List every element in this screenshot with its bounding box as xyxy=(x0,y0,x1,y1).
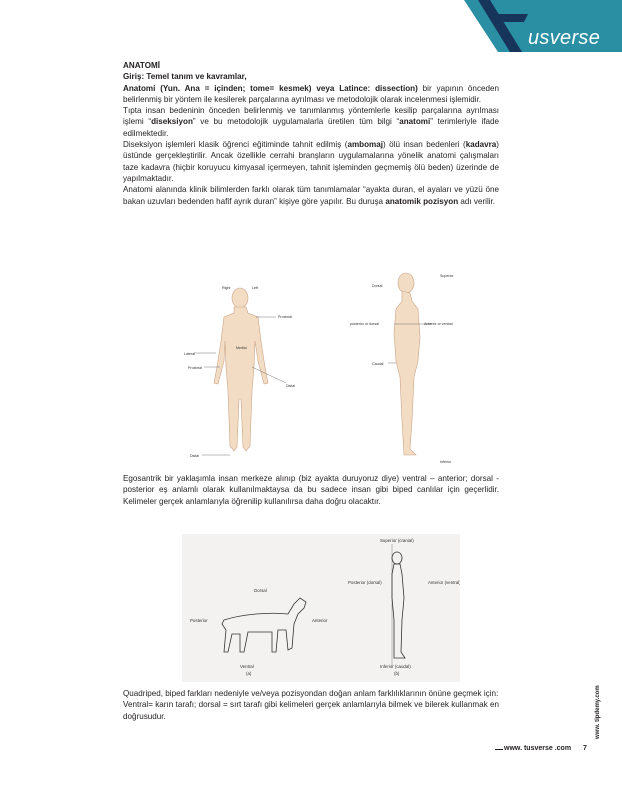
label-lateral: Lateral xyxy=(184,352,195,356)
paragraph-1: Anatomi (Yun. Ana = içinden; tome= kesmek) veya Latince: dissection) bir yapının önceden belirlenmiş bir yöntem ile kesilerek parçalarına ayrılması ve metodolojik olarak incelenmesi işlemidir. xyxy=(123,83,499,104)
label-left: Left xyxy=(252,286,258,290)
fig2-label-superior: Superior (cranial) xyxy=(380,538,414,543)
label-medial: Medial xyxy=(236,346,247,350)
label-superior: Superior xyxy=(440,274,454,278)
logo-text: usverse xyxy=(528,27,601,49)
footer-url: www. tusverse .com xyxy=(504,745,572,752)
label-caudal: Caudal xyxy=(372,362,384,366)
paragraph-3: Diseksiyon işlemleri klasik öğrenci eğitiminde tahnit edilmiş (ambomaj) ölü insan bedenleri (kadavra) üstünde gerçekleştirilir. Ancak özellikle cerrahi branşların uygulamalarına yönelik anatomi çalışmaları taze kadavra (hiçbir koruyucu kimyasal içermeyen, tahnit işleminden geçmemiş ölü beden) üzerinde de yapılmaktadır. xyxy=(123,140,499,183)
paragraph-4: Anatomi alanında klinik bilimlerden farklı olarak tüm tanımlamalar “ayakta duran, el ayaları ve yüzü öne bakan uzuvları bedenden hafif ayrık duran” kişiye göre yapılır. Bu duruşa anatomik pozisyon adı verilir. xyxy=(123,185,499,206)
paragraph-5-block xyxy=(123,473,499,507)
label-right: Right xyxy=(222,286,231,290)
footer-divider xyxy=(495,749,503,750)
fig2-label-anterior: Anterior xyxy=(312,618,328,623)
page-number: 7 xyxy=(583,745,587,752)
paragraph-7: Ventral= karın tarafı; dorsal = sırt tarafı gibi kelimeleri gerçek anlamlarıyla bilmek ve bilerek kullanmak en doğrusudur. xyxy=(123,700,499,721)
section-subtitle: Giriş: Temel tanım ve kavramlar, xyxy=(123,72,247,82)
fig2-label-b: (b) xyxy=(394,671,400,676)
quadruped-biped-figure xyxy=(182,534,460,682)
label-proximal: Proximal xyxy=(188,366,202,370)
fig2-label-anterior-ventral: Anterior (ventral) xyxy=(428,580,460,585)
label-distal: Distal xyxy=(190,454,199,458)
fig2-label-posterior-dorsal: Posterior (dorsal) xyxy=(348,580,382,585)
main-text xyxy=(123,60,499,207)
label-posterior: posterior or dorsal xyxy=(350,322,379,326)
label-distal-mid: Distal xyxy=(286,384,295,388)
paragraph-5: Egosantrik bir yaklaşımla insan merkeze alınıp (biz ayakta duruyoruz diye) ventral – anterior; dorsal - posterior eş anlamlı olarak kullanılmaktaysa da bu sadece insan gibi biped canlılar için geçerlidir. Kelimeler gerçek anlamlarıyla öğrenilip kullanılırsa daha doğru olacaktır. xyxy=(123,474,499,506)
label-dorsal: Dorsal xyxy=(372,284,383,288)
fig2-label-dorsal: Dorsal xyxy=(254,588,267,593)
fig2-label-ventral: Ventral xyxy=(240,664,254,669)
anatomical-position-figure xyxy=(182,271,468,467)
bottom-text xyxy=(123,688,499,722)
fig2-label-a: (a) xyxy=(246,671,252,676)
section-title: ANATOMİ xyxy=(123,61,161,70)
fig2-label-inferior: Inferior (caudal) xyxy=(380,664,411,669)
paragraph-2: Tıpta insan bedeninin önceden belirlenmiş ve tanımlanmış yöntemlerle kesilip parçalarına ayrılması işlemi “diseksiyon” ve bu metodolojik uygulamalarla üretilen tüm bilgi “anatomi” terimleriyle ifade edilmektedir. xyxy=(123,106,499,138)
fig2-label-posterior: Posterior xyxy=(190,618,208,623)
label-inferior: Inferior xyxy=(440,460,452,464)
label-anterior: Anterior or ventral xyxy=(424,322,453,326)
paragraph-6: Quadriped, biped farkları nedeniyle ve/veya pozisyondan doğan anlam farklılıklarının önüne geçmek için: xyxy=(123,689,499,698)
label-proximal-top: Proximal xyxy=(278,315,292,319)
side-url: www. tipdemy.com xyxy=(595,685,601,739)
